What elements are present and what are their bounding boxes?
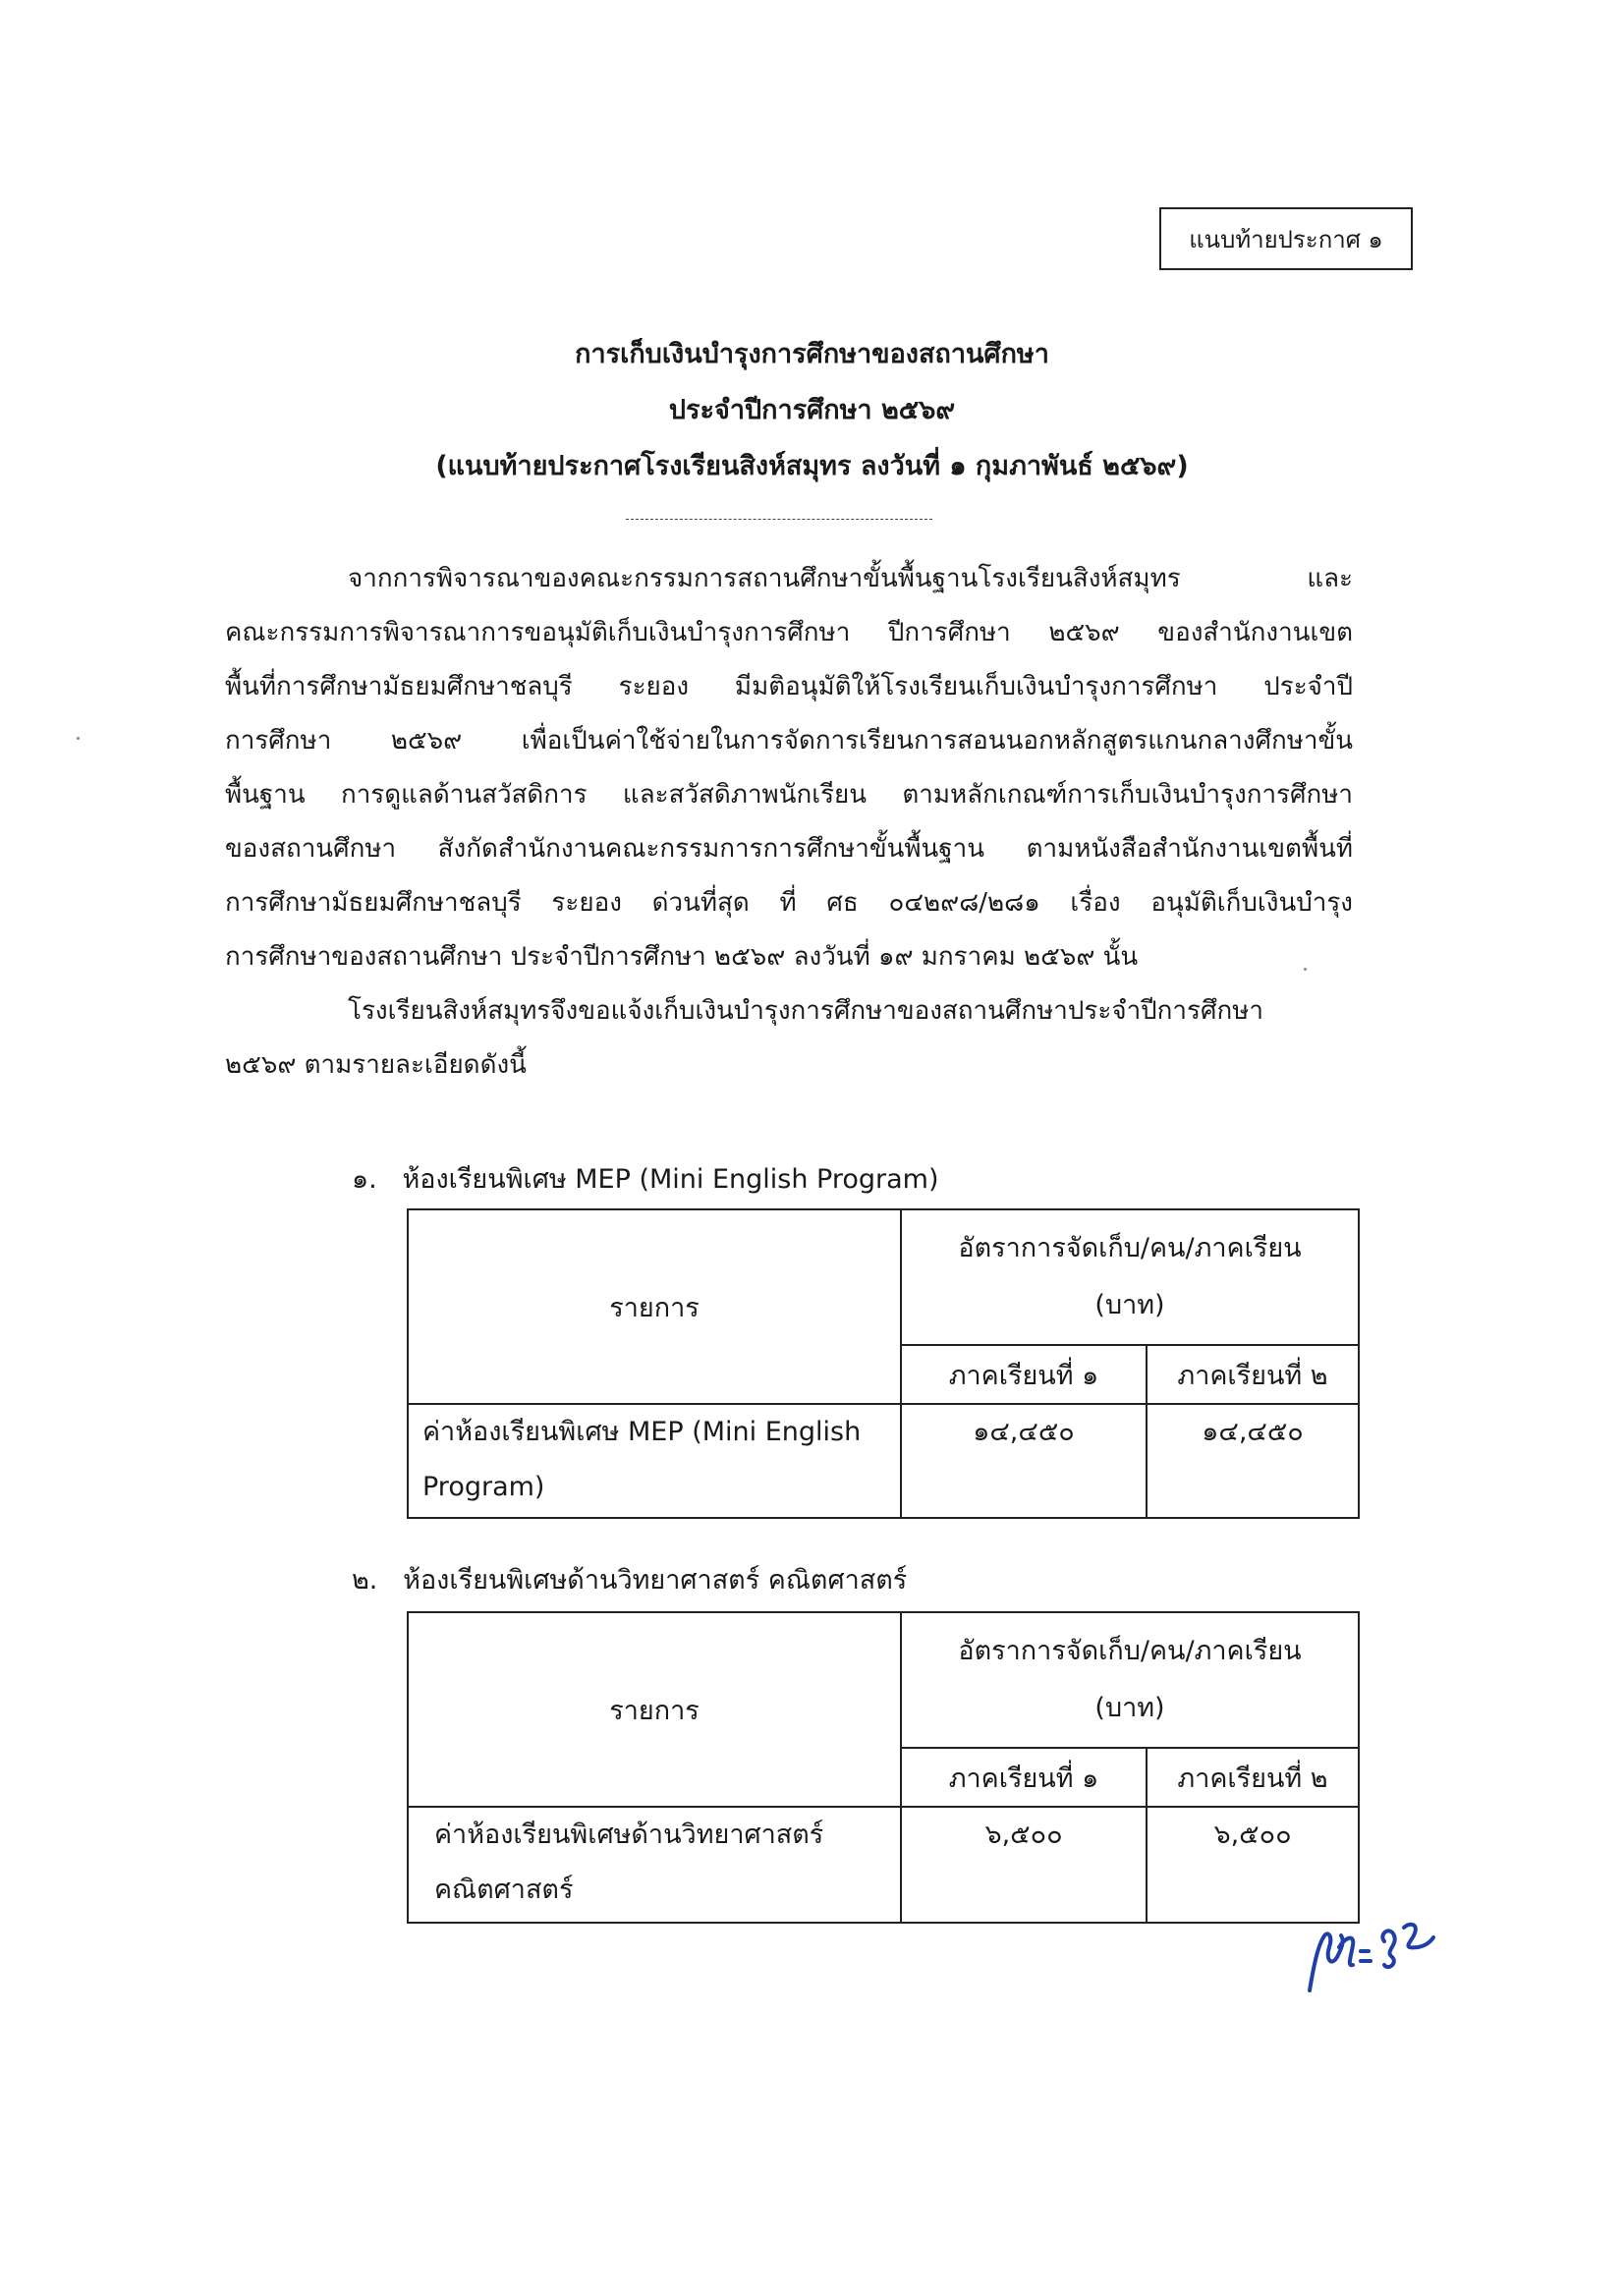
section-2-heading [352,1558,907,1600]
section-1-title: ห้องเรียนพิเศษ MEP (Mini English Program) [402,1164,939,1195]
paragraph-2 [225,984,1353,1092]
col-header-rate: อัตราการจัดเก็บ/คน/ภาคเรียน (บาท) [901,1612,1359,1748]
attachment-tag-text: แนบท้ายประกาศ ๑ [1189,225,1383,253]
title-line-3: (แนบท้ายประกาศโรงเรียนสิงห์สมุทร ลงวันที่ ๑ กุมภาพันธ์ ๒๕๖๙) [435,451,1189,481]
fee-table-1 [407,1208,1360,1519]
col-header-term-1: ภาคเรียนที่ ๑ [901,1748,1147,1807]
paragraph-1 [225,552,1353,984]
title-line-1: การเก็บเงินบำรุงการศึกษาของสถานศึกษา [575,339,1049,369]
col-header-rate: อัตราการจัดเก็บ/คน/ภาคเรียน (บาท) [901,1209,1359,1345]
paragraph-2-line: โรงเรียนสิงห์สมุทรจึงขอแจ้งเก็บเงินบำรุงการศึกษาของสถานศึกษาประจำปีการศึกษา [348,996,1263,1026]
col-header-item: รายการ [408,1209,901,1404]
section-1-heading [352,1157,939,1200]
paragraph-1-line: การศึกษาของสถานศึกษา ประจำปีการศึกษา ๒๕๖๙ ลงวันที่ ๑๙ มกราคม ๒๕๖๙ นั้น [225,942,1139,972]
scan-speck [77,737,80,740]
term-2-fee: ๑๔,๔๕๐ [1147,1404,1359,1518]
col-header-item: รายการ [408,1612,901,1807]
paragraph-2-line: ๒๕๖๙ ตามรายละเอียดดังนี้ [225,1050,527,1080]
title-line-2: ประจำปีการศึกษา ๒๕๖๙ [668,395,956,425]
paragraph-1-line: การศึกษามัธยมศึกษาชลบุรี ระยอง ด่วนที่สุด ที่ ศธ ๐๔๒๙๘/๒๘๑ เรื่อง อนุมัติเก็บเงินบำรุง [225,888,1353,918]
section-1-number: ๑. [352,1164,377,1195]
paragraph-1-line: พื้นฐาน การดูแลด้านสวัสดิการ และสวัสดิภาพนักเรียน ตามหลักเกณฑ์การเก็บเงินบำรุงการศึกษา [225,780,1353,810]
section-2-number: ๒. [352,1565,378,1596]
col-header-term-1: ภาคเรียนที่ ๑ [901,1345,1147,1404]
paragraph-1-line: ของสถานศึกษา สังกัดสำนักงานคณะกรรมการการศึกษาขั้นพื้นฐาน ตามหนังสือสำนักงานเขตพื้นที่ [225,834,1353,864]
fee-table-2 [407,1611,1360,1924]
paragraph-1-line: จากการพิจารณาของคณะกรรมการสถานศึกษาขั้นพื้นฐานโรงเรียนสิงห์สมุทร และ [348,564,1353,593]
section-2-title: ห้องเรียนพิเศษด้านวิทยาศาสตร์ คณิตศาสตร์ [403,1565,908,1596]
term-2-fee: ๖,๕๐๐ [1147,1807,1359,1923]
paragraph-1-line: คณะกรรมการพิจารณาการขอนุมัติเก็บเงินบำรุงการศึกษา ปีการศึกษา ๒๕๖๙ ของสำนักงานเขต [225,618,1353,647]
paragraph-1-line: การศึกษา ๒๕๖๙ เพื่อเป็นค่าใช้จ่ายในการจัดการเรียนการสอนนอกหลักสูตรแกนกลางศึกษาขั้น [225,726,1353,756]
table-row-item: ค่าห้องเรียนพิเศษ MEP (Mini English Program) [408,1404,901,1518]
attachment-tag [1159,207,1413,270]
term-1-fee: ๖,๕๐๐ [901,1807,1147,1923]
paragraph-1-line: พื้นที่การศึกษามัธยมศึกษาชลบุรี ระยอง มีมติอนุมัติให้โรงเรียนเก็บเงินบำรุงการศึกษา ประจำปี [225,672,1353,701]
col-header-term-2: ภาคเรียนที่ ๒ [1147,1345,1359,1404]
table-row-item: ค่าห้องเรียนพิเศษด้านวิทยาศาสตร์ คณิตศาสตร์ [408,1807,901,1923]
scan-speck [1304,968,1307,971]
title-divider [626,519,932,520]
col-header-term-2: ภาคเรียนที่ ๒ [1147,1748,1359,1807]
term-1-fee: ๑๔,๔๕๐ [901,1404,1147,1518]
signature-initials [1302,1908,1439,1996]
